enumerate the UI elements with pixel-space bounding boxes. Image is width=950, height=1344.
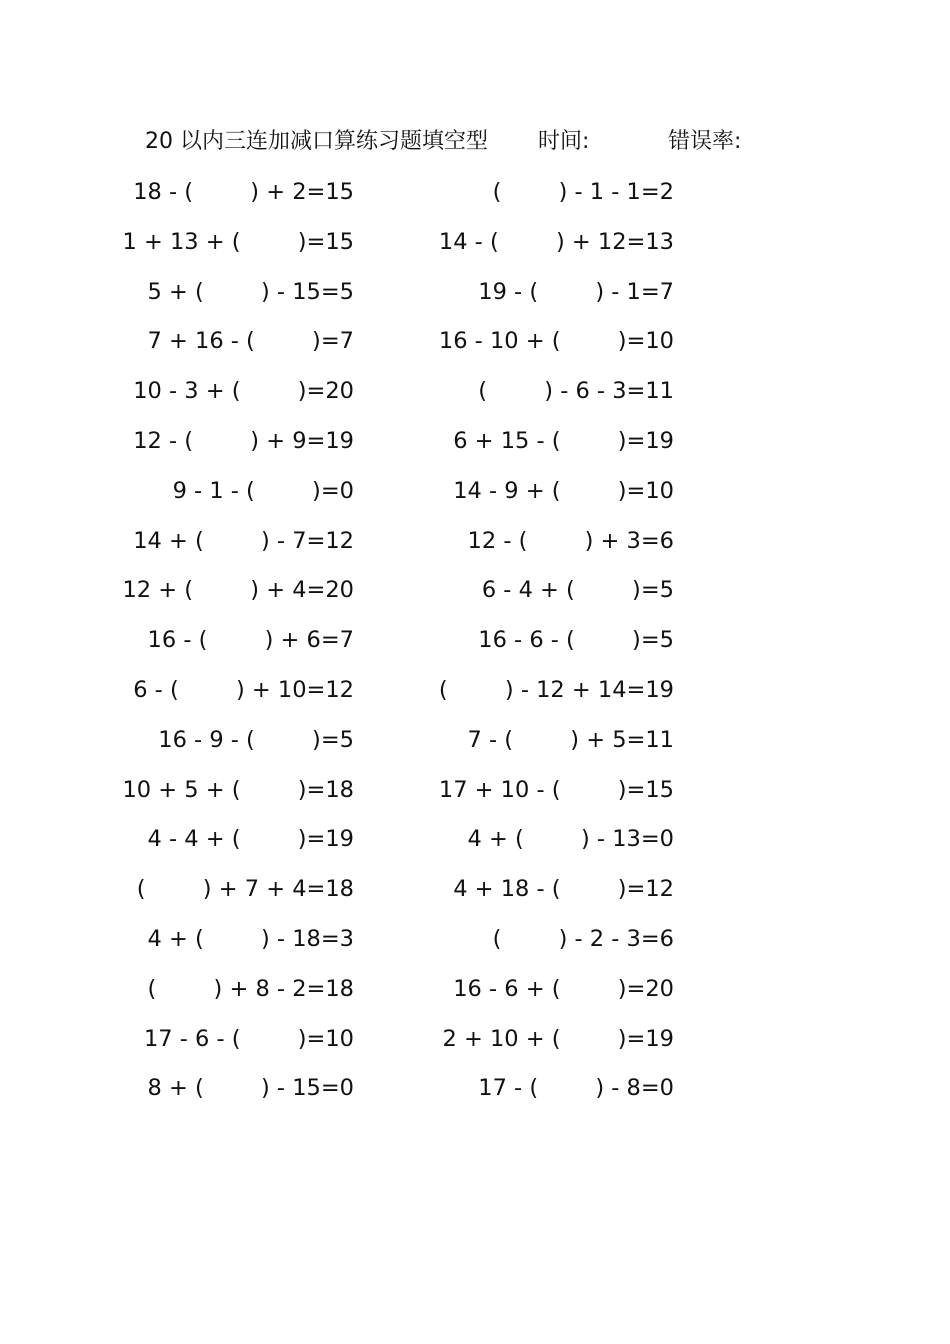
problem-row bbox=[0, 1017, 950, 1061]
problem-right: 16 - 6 - ( )=5 bbox=[478, 627, 674, 654]
problem-left: 10 + 5 + ( )=18 bbox=[122, 776, 354, 803]
problem-left: 5 + ( ) - 15=5 bbox=[147, 278, 354, 305]
error-rate-label: 错误率: bbox=[668, 129, 742, 154]
problem-left: 14 + ( ) - 7=12 bbox=[133, 527, 354, 554]
problem-row bbox=[0, 170, 950, 214]
problem-right: 17 - ( ) - 8=0 bbox=[478, 1075, 674, 1102]
problem-row bbox=[0, 469, 950, 513]
problem-right: ( ) - 2 - 3=6 bbox=[492, 926, 674, 952]
problem-left: 17 - 6 - ( )=10 bbox=[143, 1025, 354, 1052]
problem-right: 7 - ( ) + 5=11 bbox=[467, 726, 674, 753]
problem-row bbox=[0, 369, 950, 413]
problem-left: 9 - 1 - ( )=0 bbox=[172, 477, 354, 504]
problem-row bbox=[0, 270, 950, 314]
worksheet-title: 20 以内三连加减口算练习题填空型 bbox=[145, 129, 488, 154]
problem-left: 8 + ( ) - 15=0 bbox=[147, 1075, 354, 1102]
problem-right: 17 + 10 - ( )=15 bbox=[438, 776, 674, 803]
worksheet-header bbox=[0, 124, 950, 160]
problem-right: 6 - 4 + ( )=5 bbox=[481, 577, 674, 604]
problem-left: 16 - 9 - ( )=5 bbox=[158, 726, 354, 753]
problem-row bbox=[0, 668, 950, 712]
problem-right: 16 - 10 + ( )=10 bbox=[438, 328, 674, 355]
problem-right: 14 - ( ) + 12=13 bbox=[438, 228, 674, 255]
problem-row bbox=[0, 718, 950, 762]
problem-right: 19 - ( ) - 1=7 bbox=[478, 278, 674, 305]
problem-row bbox=[0, 419, 950, 463]
problem-left: 16 - ( ) + 6=7 bbox=[147, 627, 354, 654]
problem-row bbox=[0, 220, 950, 264]
problem-left: ( ) + 8 - 2=18 bbox=[147, 975, 354, 1002]
problem-row bbox=[0, 917, 950, 961]
problem-row bbox=[0, 618, 950, 662]
problem-row bbox=[0, 817, 950, 861]
problem-right: 14 - 9 + ( )=10 bbox=[453, 477, 674, 504]
problem-right: 4 + ( ) - 13=0 bbox=[467, 826, 674, 853]
problem-left: ( ) + 7 + 4=18 bbox=[136, 876, 354, 903]
problem-left: 7 + 16 - ( )=7 bbox=[147, 328, 354, 355]
problem-left: 10 - 3 + ( )=20 bbox=[133, 378, 354, 405]
problem-row bbox=[0, 319, 950, 363]
problem-left: 4 - 4 + ( )=19 bbox=[147, 826, 354, 853]
problem-right: 6 + 15 - ( )=19 bbox=[453, 428, 674, 454]
time-label: 时间: bbox=[538, 129, 590, 154]
problem-row bbox=[0, 1066, 950, 1110]
problem-left: 1 + 13 + ( )=15 bbox=[122, 228, 354, 255]
problem-left: 18 - ( ) + 2=15 bbox=[133, 179, 354, 205]
problem-left: 6 - ( ) + 10=12 bbox=[133, 677, 354, 703]
problem-right: 16 - 6 + ( )=20 bbox=[453, 975, 674, 1002]
problem-right: ( ) - 6 - 3=11 bbox=[478, 378, 674, 405]
problem-row bbox=[0, 519, 950, 563]
problem-right: 2 + 10 + ( )=19 bbox=[442, 1025, 674, 1052]
problem-left: 4 + ( ) - 18=3 bbox=[147, 926, 354, 952]
problem-row bbox=[0, 768, 950, 812]
problem-right: ( ) - 12 + 14=19 bbox=[438, 677, 674, 703]
problem-left: 12 + ( ) + 4=20 bbox=[122, 577, 354, 604]
problem-row bbox=[0, 967, 950, 1011]
problem-row bbox=[0, 867, 950, 911]
problem-right: 12 - ( ) + 3=6 bbox=[467, 527, 674, 554]
problem-row bbox=[0, 568, 950, 612]
problem-right: ( ) - 1 - 1=2 bbox=[492, 179, 674, 205]
problem-right: 4 + 18 - ( )=12 bbox=[453, 876, 674, 903]
problem-left: 12 - ( ) + 9=19 bbox=[133, 428, 354, 454]
